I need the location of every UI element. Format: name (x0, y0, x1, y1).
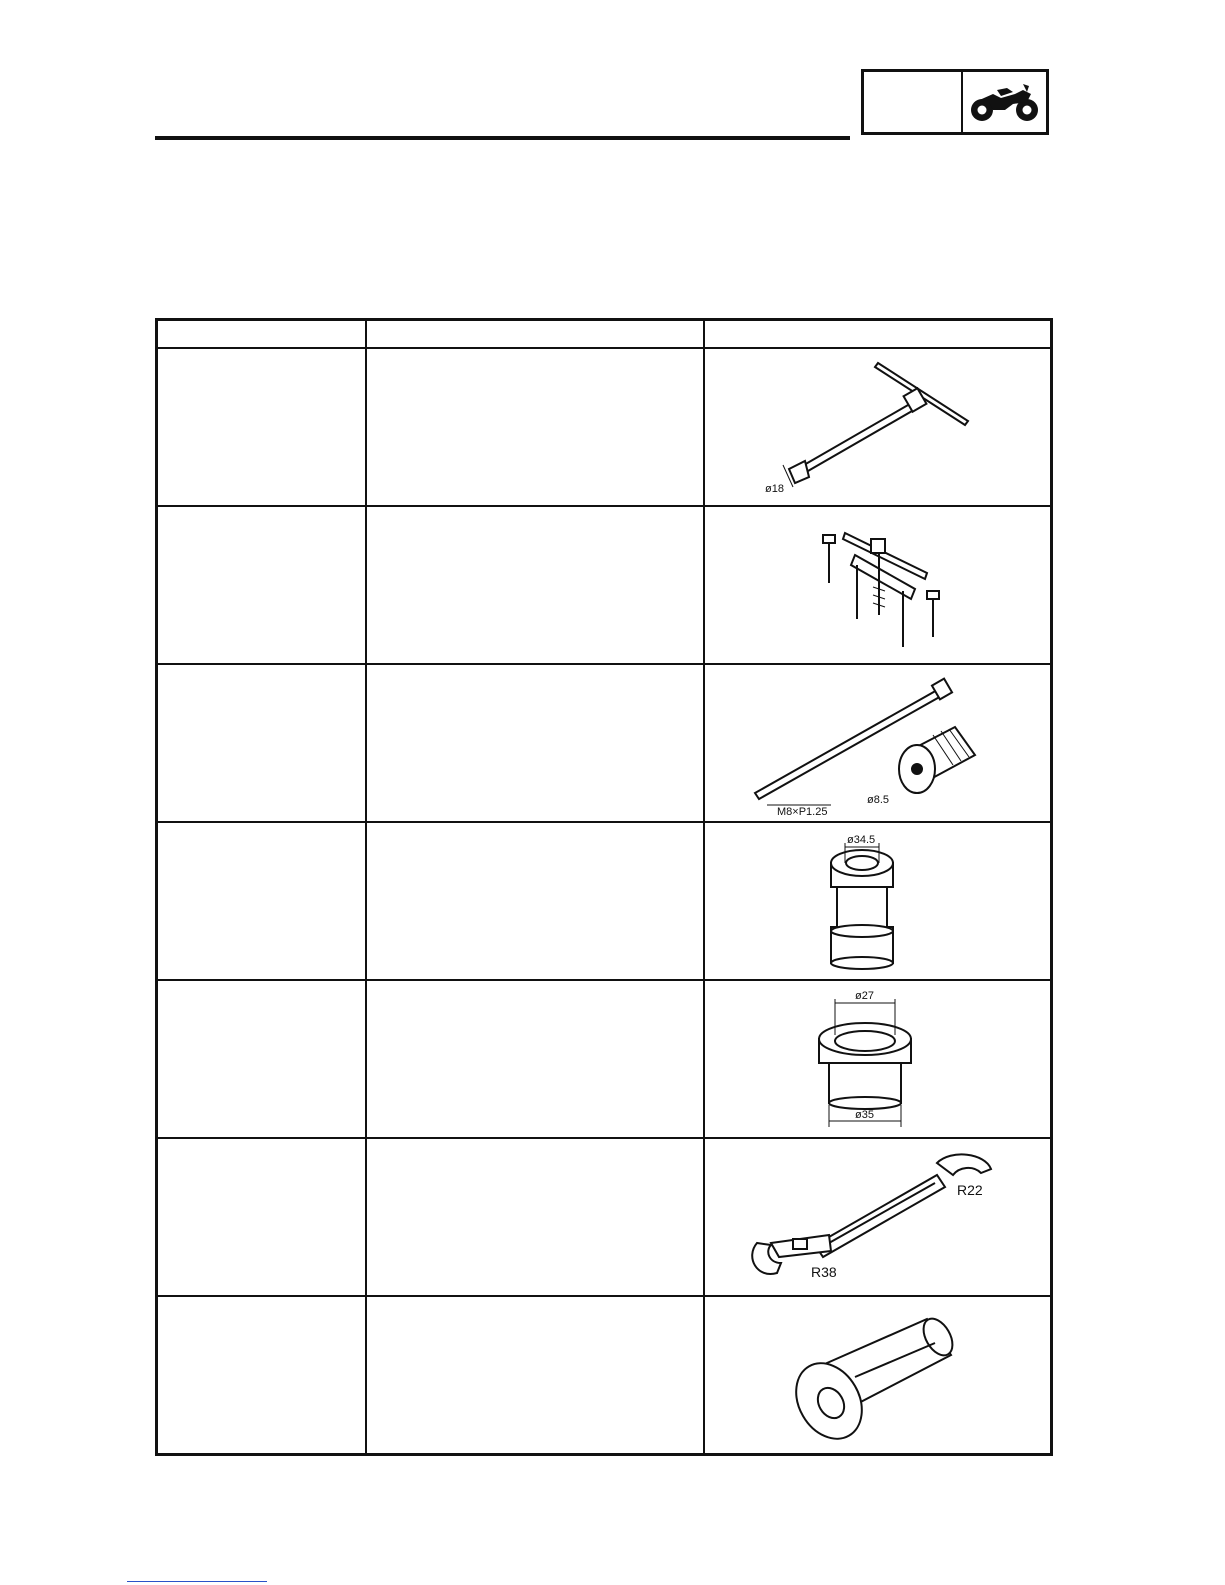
flanged-installer-illustration (705, 981, 1053, 1137)
illustration-cell (704, 506, 1052, 664)
dimension-label: ø35 (854, 1109, 874, 1121)
dimension-label: R22 (956, 1182, 983, 1198)
description-cell (366, 980, 704, 1138)
motorcycle-icon (967, 80, 1043, 124)
illustration-cell (704, 1138, 1052, 1296)
column-header-tool-number (157, 320, 366, 349)
dimension-label: ø34.5 (846, 834, 875, 846)
special-tools-table (155, 318, 1053, 1456)
description-cell (366, 664, 704, 822)
illustration-cell (704, 664, 1052, 822)
t-handle-wrench-illustration (705, 349, 1053, 505)
column-header-illustration (704, 320, 1052, 349)
description-cell (366, 822, 704, 980)
bearing-driver-illustration (705, 823, 1053, 979)
description-cell (366, 506, 704, 664)
description-cell (366, 1296, 704, 1455)
tool-number-cell (157, 980, 366, 1138)
description-cell (366, 1138, 704, 1296)
tool-number-cell (157, 822, 366, 980)
table-header-row (157, 320, 1052, 349)
illustration-cell (704, 822, 1052, 980)
category-box-icon-cell (963, 72, 1046, 132)
tool-number-cell (157, 506, 366, 664)
table-row (157, 980, 1052, 1138)
dimension-label: ø18 (764, 483, 784, 495)
section-category-box (861, 69, 1049, 135)
hook-spanner-illustration (705, 1139, 1053, 1295)
tool-number-cell (157, 1296, 366, 1455)
footer-link-underline[interactable] (127, 1581, 267, 1582)
header-rule (155, 136, 850, 140)
tool-number-cell (157, 1138, 366, 1296)
slotted-sleeve-illustration (705, 1297, 1053, 1453)
dimension-label: ø27 (854, 990, 874, 1002)
description-cell (366, 348, 704, 506)
illustration-cell (704, 1296, 1052, 1455)
column-header-description (366, 320, 704, 349)
dimension-label: R38 (810, 1264, 837, 1280)
rod-weight-puller-illustration (705, 665, 1053, 821)
illustration-cell (704, 980, 1052, 1138)
table-row (157, 506, 1052, 664)
category-box-text (864, 72, 963, 132)
table-row (157, 664, 1052, 822)
table-row (157, 822, 1052, 980)
table-row (157, 348, 1052, 506)
dimension-label: M8×P1.25 (776, 806, 827, 818)
illustration-cell (704, 348, 1052, 506)
table-row (157, 1138, 1052, 1296)
tool-number-cell (157, 348, 366, 506)
tool-number-cell (157, 664, 366, 822)
dimension-label: ø8.5 (866, 794, 889, 806)
puller-illustration (705, 507, 1053, 663)
table-row (157, 1296, 1052, 1455)
